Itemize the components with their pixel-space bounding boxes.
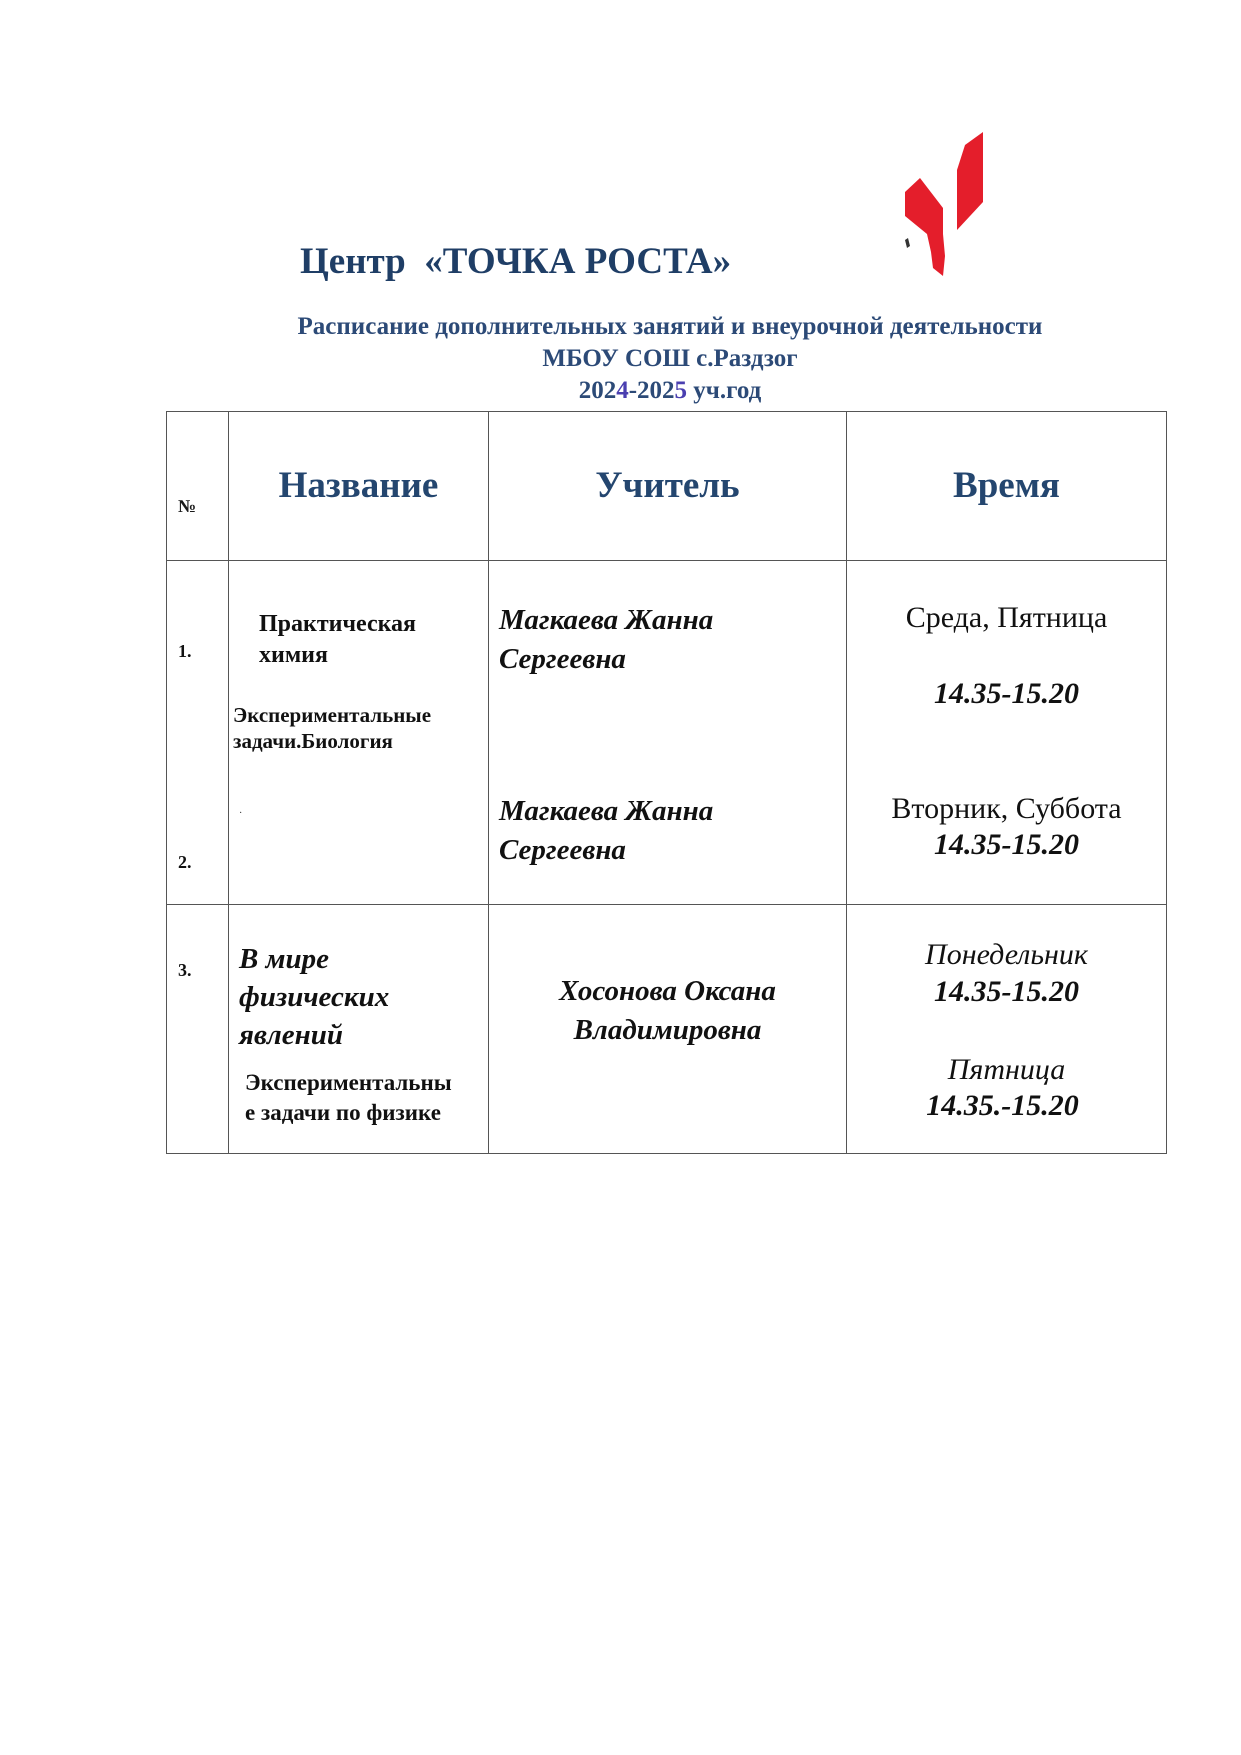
- cell-time: [847, 561, 1167, 905]
- teacher-name: Хосонова Оксана Владимировна: [559, 975, 776, 1046]
- course-subtitle: Экспериментальные задачи.Биология: [233, 703, 432, 753]
- schedule-table: [166, 411, 1167, 1154]
- header-num: №: [178, 496, 197, 516]
- cell-time: [847, 905, 1167, 1154]
- cell-teacher: [489, 561, 847, 905]
- stray-mark: ·: [239, 808, 243, 819]
- days-label: Вторник, Суббота: [891, 792, 1122, 825]
- teacher-name: Магкаева Жанна Сергеевна: [499, 795, 714, 866]
- days-label: Среда, Пятница: [905, 601, 1108, 634]
- academic-year: 2024-2025 уч.год: [578, 377, 762, 404]
- header-cell-num: [167, 412, 229, 561]
- schedule-subtitle: Расписание дополнительных занятий и внеурочной деятельности: [297, 313, 1043, 340]
- cell-num: [167, 561, 229, 905]
- time-range: 14.35-15.20: [934, 677, 1079, 710]
- table-row: [167, 561, 1167, 905]
- time-range: 14.35-15.20: [934, 828, 1079, 861]
- header-cell-time: [847, 412, 1167, 561]
- table-header-row: [167, 412, 1167, 561]
- row-number: 2.: [178, 852, 192, 872]
- teacher-name: Магкаева Жанна Сергеевна: [499, 604, 714, 675]
- course-name: Практическая химия: [259, 611, 417, 668]
- header-cell-teacher: [489, 412, 847, 561]
- tochka-rosta-logo: [905, 130, 995, 278]
- time-range: 14.35-15.20: [934, 975, 1079, 1008]
- course-name: В мире физических явлений: [239, 943, 390, 1051]
- row-number: 1.: [178, 641, 192, 661]
- header-time: Время: [953, 465, 1060, 506]
- time-range: 14.35.-15.20: [926, 1089, 1079, 1122]
- header-teacher: Учитель: [595, 465, 740, 506]
- school-name: МБОУ СОШ с.Раздзог: [542, 345, 798, 372]
- cell-name: [229, 561, 489, 905]
- row-number: 3.: [178, 960, 192, 980]
- day-label: Пятница: [947, 1053, 1066, 1086]
- center-title: Центр «ТОЧКА РОСТА»: [300, 241, 732, 282]
- cell-name: [229, 905, 489, 1154]
- day-label: Понедельник: [925, 938, 1088, 971]
- table-row: [167, 905, 1167, 1154]
- course-subtitle: Экспериментальны е задачи по физике: [245, 1070, 452, 1125]
- cell-num: [167, 905, 229, 1154]
- header-name: Название: [278, 465, 439, 506]
- header-cell-name: [229, 412, 489, 561]
- cell-teacher: [489, 905, 847, 1154]
